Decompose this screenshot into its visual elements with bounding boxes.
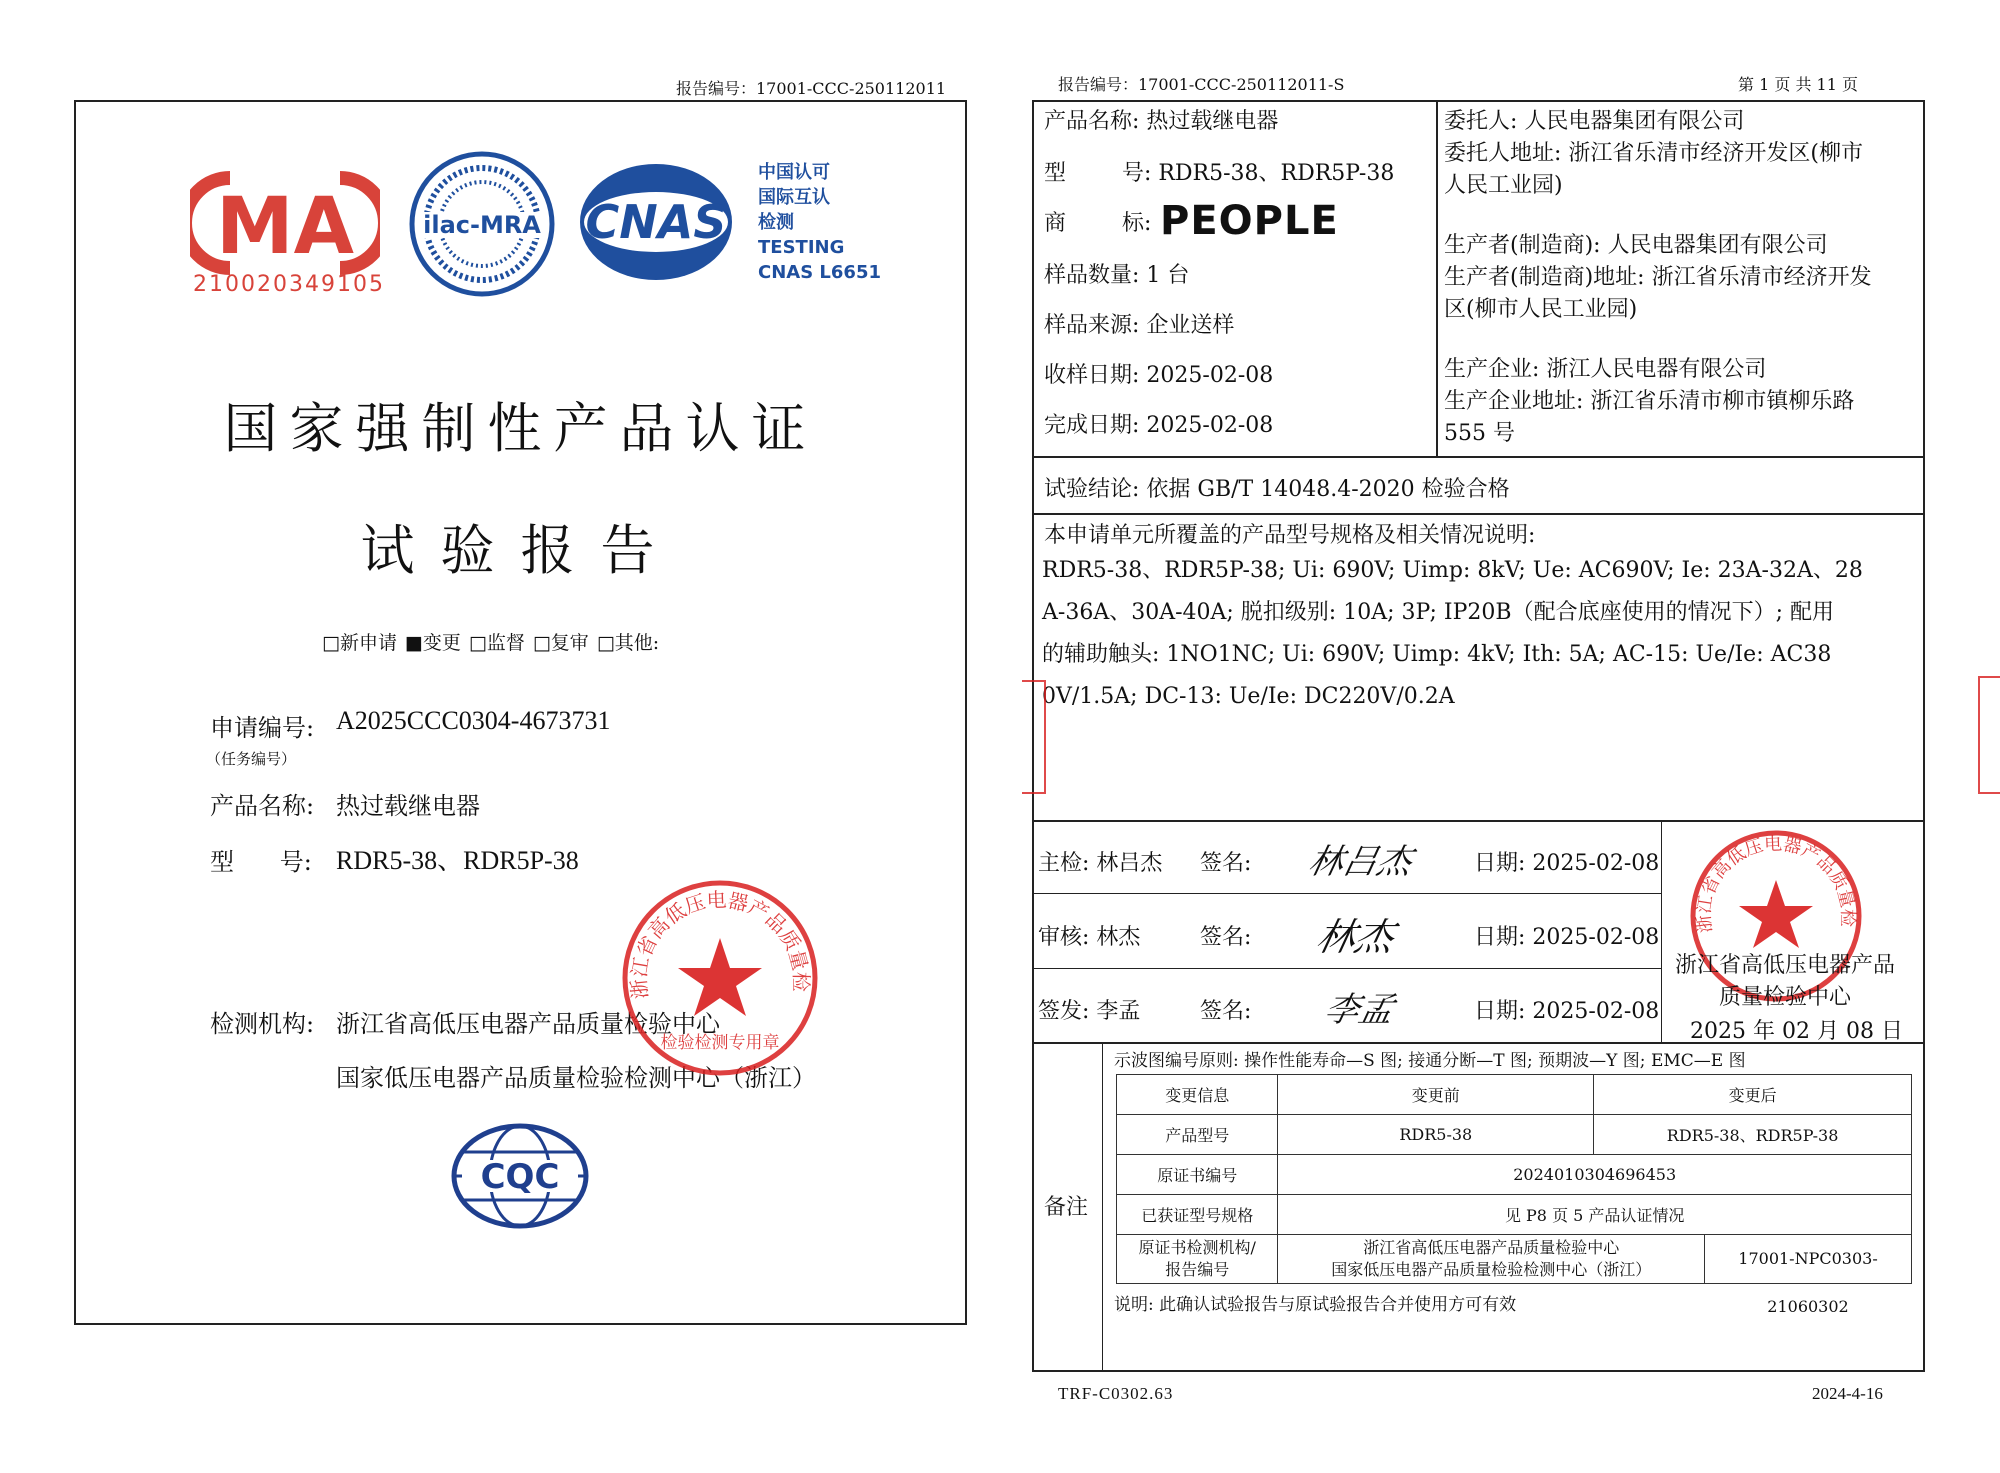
table-cell: 产品型号 xyxy=(1117,1115,1278,1155)
application-number-label: 申请编号: xyxy=(210,714,315,742)
cnas-logo xyxy=(576,160,736,285)
factory-address-1: 生产企业地址: 浙江省乐清市柳市镇柳乐路 xyxy=(1444,389,1855,414)
validity-note: 说明: 此确认试验报告与原试验报告合并使用方可有效 xyxy=(1114,1295,1517,1315)
inspector-role: 主检: 林吕杰 xyxy=(1038,851,1163,876)
model-value: RDR5-38、RDR5P-38 xyxy=(336,846,579,875)
testing-lab-line2: 国家低压电器产品质量检验检测中心（浙江） xyxy=(336,1064,816,1092)
ilac-text: ilac-MRA xyxy=(423,211,541,239)
product-name-value: 热过载继电器 xyxy=(336,792,480,820)
sample-source: 样品来源: 企业送样 xyxy=(1044,313,1235,338)
option-new: □新申请 xyxy=(322,632,397,654)
ilac-mra-logo xyxy=(408,150,556,298)
table-cell: 浙江省高低压电器产品质量检验中心 国家低压电器产品质量检验检测中心（浙江） 17001-NPC0303-21060302 xyxy=(1278,1235,1912,1284)
table-cell: 原证书编号 xyxy=(1117,1155,1278,1195)
testing-lab-label: 检测机构: xyxy=(210,1010,315,1038)
table-row xyxy=(1117,1235,1912,1284)
left-official-stamp xyxy=(620,878,820,1078)
reviewer-date: 日期: 2025-02-08 xyxy=(1474,925,1660,950)
report-title: 试验报告 xyxy=(360,519,681,582)
manufacturer-address-1: 生产者(制造商)地址: 浙江省乐清市经济开发 xyxy=(1444,265,1872,290)
cqc-logo xyxy=(450,1122,590,1230)
remarks-label: 备注 xyxy=(1044,1195,1089,1220)
reviewer-signature: 林杰 xyxy=(1312,915,1398,959)
approver-signature: 李孟 xyxy=(1321,990,1398,1030)
table-cell: 见 P8 页 5 产品认证情况 xyxy=(1278,1195,1912,1235)
inspector-sign-label: 签名: xyxy=(1200,851,1252,876)
reviewer-sign-label: 签名: xyxy=(1200,925,1252,950)
table-row xyxy=(1117,1195,1912,1235)
manufacturer: 生产者(制造商): 人民电器集团有限公司 xyxy=(1444,233,1828,258)
product-name-label: 产品名称: xyxy=(210,792,315,820)
client-address-1: 委托人地址: 浙江省乐清市经济开发区(柳市 xyxy=(1444,141,1863,166)
factory: 生产企业: 浙江人民电器有限公司 xyxy=(1444,357,1767,382)
task-number-note: （任务编号） xyxy=(206,750,297,768)
finish-date: 完成日期: 2025-02-08 xyxy=(1044,413,1274,438)
factory-address-2: 555 号 xyxy=(1444,421,1515,446)
scope-title: 本申请单元所覆盖的产品型号规格及相关情况说明: xyxy=(1044,523,1536,548)
table-row xyxy=(1117,1115,1912,1155)
brand-label: 商 标: xyxy=(1044,211,1152,236)
table-header-row xyxy=(1117,1075,1912,1115)
form-date: 2024-4-16 xyxy=(1812,1384,1883,1403)
inspector-signature: 林吕杰 xyxy=(1305,842,1416,882)
option-supervise: □监督 xyxy=(468,632,525,654)
test-conclusion: 试验结论: 依据 GB/T 14048.4-2020 检验合格 xyxy=(1044,477,1510,502)
table-cell: RDR5-38、RDR5P-38 xyxy=(1594,1115,1912,1155)
brand-logo: PEOPLE xyxy=(1160,198,1339,244)
testing-lab-line1: 浙江省高低压电器产品质量检验中心 xyxy=(336,1010,720,1038)
product-name: 产品名称: 热过载继电器 xyxy=(1044,109,1279,134)
client-address-2: 人民工业园) xyxy=(1444,173,1563,198)
cma-text: MA xyxy=(216,182,354,272)
approver-date: 日期: 2025-02-08 xyxy=(1474,999,1660,1024)
right-report-number: 报告编号：17001-CCC-250112011-S xyxy=(1058,75,1345,94)
approver-sign-label: 签名: xyxy=(1200,999,1252,1024)
seam-stamp-right xyxy=(1978,676,2000,794)
manufacturer-address-2: 区(柳市人民工业园) xyxy=(1444,297,1638,322)
table-cell: RDR5-38 xyxy=(1278,1115,1594,1155)
table-row xyxy=(1117,1155,1912,1195)
table-cell: 已获证型号规格 xyxy=(1117,1195,1278,1235)
waveform-numbering-note: 示波图编号原则: 操作性能寿命—S 图; 接通分断—T 图; 预期波—Y 图; EMC—E 图 xyxy=(1114,1051,1746,1071)
form-code: TRF-C0302.63 xyxy=(1058,1384,1174,1403)
table-header: 变更前 xyxy=(1278,1075,1594,1115)
application-type-options xyxy=(322,628,659,655)
left-report-number: 报告编号：17001-CCC-250112011 xyxy=(676,79,947,98)
stamp-date: 2025 年 02 月 08 日 xyxy=(1690,1019,1903,1044)
seam-stamp-left xyxy=(1022,680,1046,794)
cnas-text: CNAS xyxy=(585,195,727,249)
model-label: 型 号: xyxy=(210,848,312,876)
inspector-date: 日期: 2025-02-08 xyxy=(1474,851,1660,876)
cma-number: 210020349105 xyxy=(193,272,385,297)
table-header: 变更后 xyxy=(1594,1075,1912,1115)
approver-role: 签发: 李孟 xyxy=(1038,999,1141,1024)
option-review: □复审 xyxy=(532,632,589,654)
svg-text:浙江省高低压电器产品质量检验中心: 浙江省高低压电器产品质量检 xyxy=(626,887,814,1001)
sample-quantity: 样品数量: 1 台 xyxy=(1044,263,1190,288)
svg-text:检验检测专用章: 检验检测专用章 xyxy=(660,1033,780,1053)
certificate-title: 国家强制性产品认证 xyxy=(223,397,818,460)
scope-description: RDR5-38、RDR5P-38; Ui: 690V; Uimp: 8kV; Ue: AC690V; Ie: 23A-32A、28 A-36A、30A-40A; 脱扣级别: 10A; 3P; IP20B（配合底座使用的情况下）; 配用 的辅助触头: 1NO1NC; Ui: 690V; Uimp: 4kV; Ith: 5A; AC-15: Ue/Ie: AC38 0V/1.5A; DC-13: Ue/Ie: DC220V/0.2A xyxy=(1042,558,1863,709)
table-cell: 原证书检测机构/ 报告编号 xyxy=(1117,1235,1278,1284)
receive-date: 收样日期: 2025-02-08 xyxy=(1044,363,1274,388)
svg-text:CQC: CQC xyxy=(480,1157,560,1197)
client: 委托人: 人民电器集团有限公司 xyxy=(1444,109,1745,134)
application-number-value: A2025CCC0304-4673731 xyxy=(336,706,611,735)
model: 型 号: RDR5-38、RDR5P-38 xyxy=(1044,161,1395,186)
cnas-side-text: 中国认可 国际互认 检测 TESTING CNAS L6651 xyxy=(758,162,882,283)
table-header: 变更信息 xyxy=(1117,1075,1278,1115)
table-cell: 2024010304696453 xyxy=(1278,1155,1912,1195)
page-info: 第 1 页 共 11 页 xyxy=(1738,75,1858,94)
reviewer-role: 审核: 林杰 xyxy=(1038,925,1141,950)
svg-text:浙江省高低压电器产品质量检验中心: 浙江省高低压电器产品质量检 xyxy=(1693,833,1859,935)
option-other: □其他: xyxy=(596,632,660,654)
option-change: ■变更 xyxy=(404,632,461,654)
stamp-organization: 浙江省高低压电器产品 质量检验中心 xyxy=(1674,953,1895,1010)
